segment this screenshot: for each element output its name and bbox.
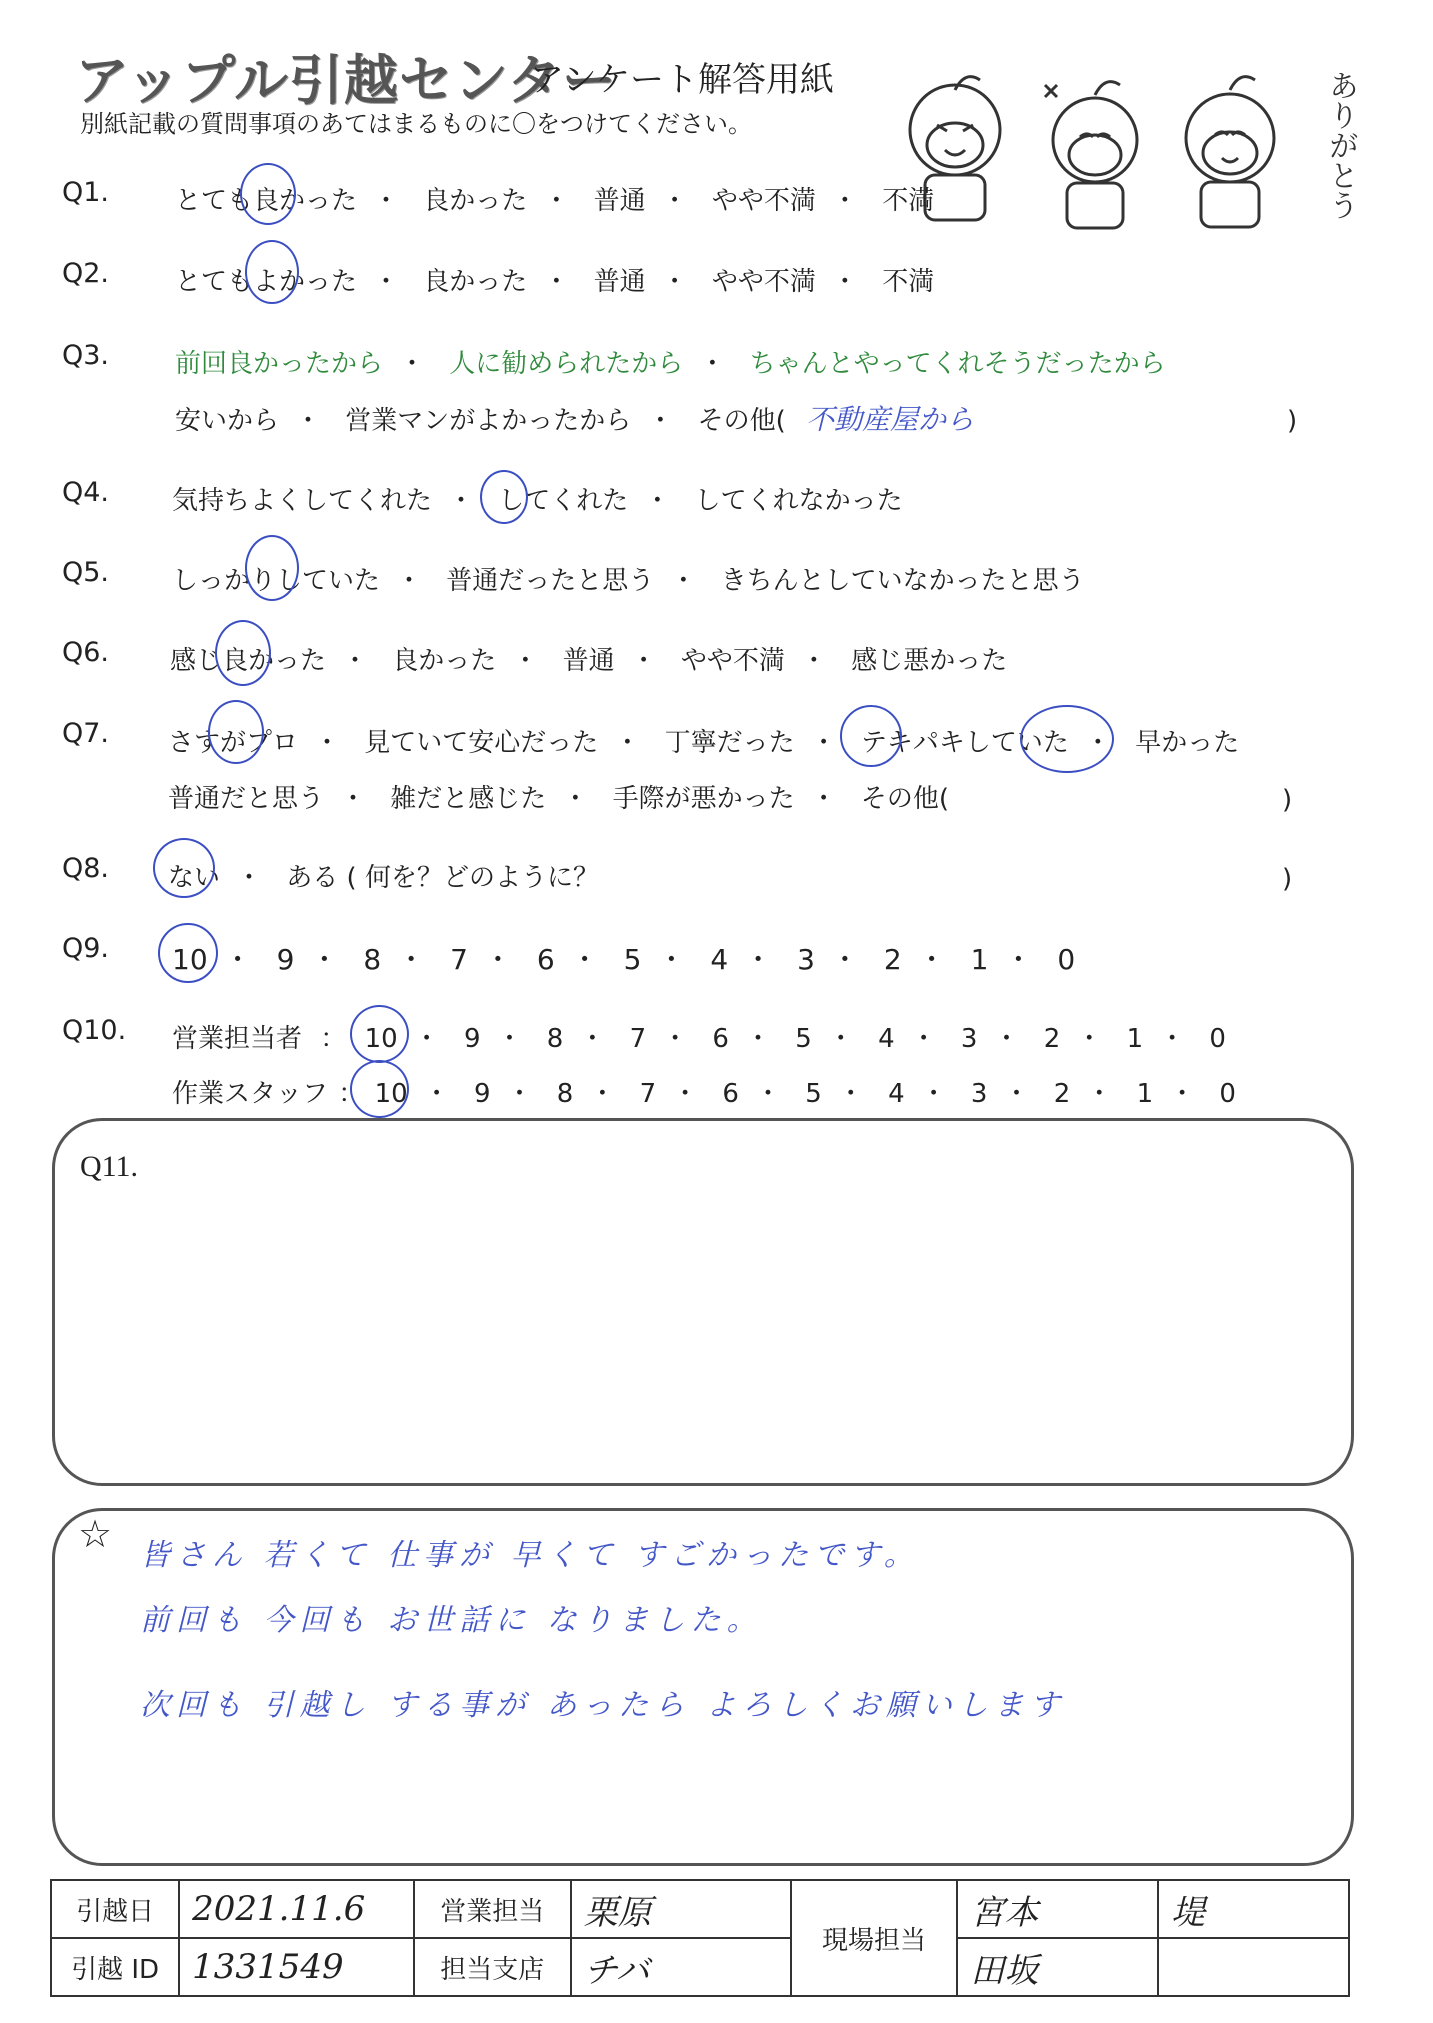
q8-options: ない ・ ある ( 何を？どのように？	[168, 857, 599, 894]
move-id-value[interactable]: 1331549	[179, 1938, 414, 1996]
q9-score[interactable]: 1	[970, 943, 989, 976]
q3-option[interactable]: 営業マンがよかったから	[345, 406, 632, 436]
q2-option[interactable]: 良かった	[423, 267, 528, 297]
q11-label: Q11.	[80, 1150, 139, 1183]
q9-score[interactable]: 4	[710, 943, 729, 976]
q10-score[interactable]: 4	[888, 1079, 905, 1109]
q4-option[interactable]: してくれた	[498, 486, 629, 516]
q2-option[interactable]: 普通	[593, 267, 646, 297]
q10-score[interactable]: 8	[546, 1024, 564, 1054]
q1-option[interactable]: 良かった	[423, 186, 528, 216]
q10-score[interactable]: 9	[473, 1079, 491, 1109]
q1-option[interactable]: 不満	[882, 186, 935, 216]
q7-option[interactable]: 丁寧だった	[664, 728, 795, 758]
q2-options: とてもよかった ・ 良かった ・ 普通 ・ やや不満 ・ 不満	[175, 261, 934, 298]
q10-score[interactable]: 7	[639, 1079, 657, 1109]
comment-line: 皆さん 若くて 仕事が 早くて すごかったです。	[140, 1538, 920, 1573]
q10-score[interactable]: 9	[463, 1024, 481, 1054]
q7-options-line2: 普通だと思う ・ 雑だと感じた ・ 手際が悪かった ・ その他(	[168, 778, 949, 815]
star-icon: ☆	[78, 1512, 113, 1556]
site-staff-label: 現場担当	[791, 1880, 958, 1996]
q10-sales-name: 営業担当者	[172, 1024, 303, 1054]
q6-label: Q6.	[62, 637, 110, 668]
q9-score[interactable]: 7	[450, 943, 468, 976]
sales-staff-label: 営業担当	[414, 1880, 571, 1938]
move-info-table	[50, 1879, 1350, 1997]
q3-option[interactable]: その他(	[697, 406, 786, 436]
q10-score[interactable]: 4	[878, 1024, 895, 1054]
q7-option[interactable]: さすがプロ	[168, 728, 299, 758]
q10-score[interactable]: 6	[712, 1024, 729, 1054]
q8-option[interactable]: ない	[168, 863, 221, 893]
q9-score[interactable]: 6	[536, 943, 555, 976]
comment-line: 次回も 引越し する事が あったら よろしくお願いします	[140, 1688, 1066, 1723]
site-staff-value[interactable]: 堤	[1158, 1880, 1349, 1938]
q9-score[interactable]: 5	[623, 943, 642, 976]
q10-score[interactable]: 1	[1126, 1024, 1144, 1054]
q10-score[interactable]: 0	[1219, 1079, 1236, 1109]
q5-label: Q5.	[62, 557, 110, 588]
q4-label: Q4.	[62, 477, 110, 508]
q10-score[interactable]: 2	[1043, 1024, 1061, 1054]
comment-line: 前回も 今回も お世話に なりました。	[140, 1603, 763, 1638]
q1-label: Q1.	[62, 177, 110, 208]
q3-option[interactable]: 人に勧められたから	[449, 349, 684, 379]
q6-option[interactable]: 良かった	[392, 646, 497, 676]
q10-score[interactable]: 1	[1136, 1079, 1154, 1109]
q4-option[interactable]: してくれなかった	[694, 486, 903, 516]
q9-score[interactable]: 3	[797, 943, 815, 976]
q10-score[interactable]: 10	[364, 1024, 398, 1054]
move-date-value[interactable]: 2021.11.6	[179, 1880, 414, 1938]
q10-score[interactable]: 5	[805, 1079, 822, 1109]
q2-option[interactable]: 不満	[882, 267, 935, 297]
q3-options-line1: 前回良かったから ・ 人に勧められたから ・ ちゃんとやってくれそうだったから	[175, 343, 1166, 380]
q3-option[interactable]: 安いから	[175, 406, 280, 436]
q9-label: Q9.	[62, 933, 110, 964]
q7-option[interactable]: 雑だと感じた	[390, 784, 547, 814]
q7-options-line1: さすがプロ ・ 見ていて安心だった ・ 丁寧だった ・ テキパキしていた ・ 早かった	[168, 722, 1239, 759]
q10-score[interactable]: 3	[970, 1079, 988, 1109]
q10-score[interactable]: 5	[795, 1024, 812, 1054]
brand-title: アップル引越センター	[75, 49, 617, 112]
q3-option[interactable]: ちゃんとやってくれそうだったから	[749, 349, 1166, 379]
q5-options: しっかりしていた ・ 普通だったと思う ・ きちんとしていなかったと思う	[172, 560, 1085, 597]
q3-option[interactable]: 前回良かったから	[175, 349, 384, 379]
q10-staff-row: 作業スタッフ ： 10 ・ 9 ・ 8 ・ 7 ・ 6 ・ 5 ・ 4 ・ 3 ・ 2 ・ 1 ・ 0	[172, 1079, 1236, 1109]
thanks-text: ありがとう	[1323, 70, 1358, 220]
q1-option[interactable]: とても良かった	[175, 186, 358, 216]
q7-option[interactable]: 普通だと思う	[168, 784, 325, 814]
q10-score[interactable]: 10	[374, 1079, 408, 1109]
q10-score[interactable]: 7	[629, 1024, 647, 1054]
q6-option[interactable]: 感じ良かった	[170, 646, 327, 676]
q10-score[interactable]: 6	[722, 1079, 739, 1109]
q9-scale: 10 ・ 9 ・ 8 ・ 7 ・ 6 ・ 5 ・ 4 ・ 3 ・ 2 ・ 1 ・ 0	[172, 943, 1076, 976]
q7-option[interactable]: その他(	[860, 784, 950, 814]
q5-option[interactable]: 普通だったと思う	[446, 566, 655, 596]
form-subtitle: アンケート解答用紙	[530, 60, 834, 100]
q5-option[interactable]: しっかりしていた	[172, 566, 381, 596]
q10-score[interactable]: 2	[1053, 1079, 1071, 1109]
sales-staff-value[interactable]: 栗原	[571, 1880, 791, 1938]
mascot-monkeys-icon	[895, 50, 1305, 230]
q2-option[interactable]: とてもよかった	[175, 267, 358, 297]
instruction-text: 別紙記載の質問事項のあてはまるものに〇をつけてください。	[80, 110, 752, 138]
q2-label: Q2.	[62, 258, 110, 289]
q7-option[interactable]: 早かった	[1135, 728, 1240, 758]
q10-sales-row: 営業担当者 ： 10 ・ 9 ・ 8 ・ 7 ・ 6 ・ 5 ・ 4 ・ 3 ・ 2 ・ 1 ・ 0	[172, 1024, 1226, 1054]
q7-close-paren: )	[1282, 785, 1293, 815]
q6-option[interactable]: 感じ悪かった	[851, 646, 1008, 676]
q4-options: 気持ちよくしてくれた ・ してくれた ・ してくれなかった	[172, 480, 903, 517]
q9-score[interactable]: 9	[276, 943, 295, 976]
q7-label: Q7.	[62, 718, 110, 749]
q11-answer-box[interactable]	[52, 1118, 1354, 1486]
q2-option[interactable]: やや不満	[711, 267, 816, 297]
q1-options: とても良かった ・ 良かった ・ 普通 ・ やや不満 ・ 不満	[175, 180, 934, 217]
q9-score[interactable]: 0	[1057, 943, 1076, 976]
site-staff-value[interactable]: 田坂	[957, 1938, 1158, 1996]
q7-option[interactable]: テキパキしていた	[860, 728, 1069, 758]
q4-option[interactable]: 気持ちよくしてくれた	[172, 486, 433, 516]
q10-staff-name: 作業スタッフ	[172, 1079, 329, 1109]
q1-option[interactable]: 普通	[593, 186, 646, 216]
q8-label: Q8.	[62, 853, 110, 884]
q7-option[interactable]: 見ていて安心だった	[364, 728, 599, 758]
q9-score[interactable]: 2	[883, 943, 902, 976]
site-staff-value[interactable]: 宮本	[957, 1880, 1158, 1938]
site-staff-empty[interactable]	[1158, 1938, 1349, 1996]
q5-option[interactable]: きちんとしていなかったと思う	[720, 566, 1085, 596]
q10-score[interactable]: 3	[960, 1024, 978, 1054]
q10-label: Q10.	[62, 1015, 127, 1046]
move-date-label: 引越日	[51, 1880, 179, 1938]
q7-option[interactable]: 手際が悪かった	[612, 784, 795, 814]
q10-score[interactable]: 8	[556, 1079, 574, 1109]
q9-score[interactable]: 8	[363, 943, 382, 976]
branch-label: 担当支店	[414, 1938, 571, 1996]
q3-options-line2: 安いから ・ 営業マンがよかったから ・ その他( 不動産屋から	[175, 398, 974, 438]
q6-option[interactable]: 普通	[562, 646, 615, 676]
q9-score[interactable]: 10	[172, 943, 208, 976]
q1-option[interactable]: やや不満	[711, 186, 816, 216]
branch-value[interactable]: チバ	[571, 1938, 791, 1996]
q3-close-paren: )	[1287, 406, 1298, 436]
q3-label: Q3.	[62, 340, 110, 371]
q6-options: 感じ良かった ・ 良かった ・ 普通 ・ やや不満 ・ 感じ悪かった	[170, 640, 1007, 677]
q8-option[interactable]: ある ( 何を？どのように？	[286, 863, 599, 893]
q6-option[interactable]: やや不満	[680, 646, 785, 676]
q10-score[interactable]: 0	[1209, 1024, 1226, 1054]
q8-close-paren: )	[1282, 864, 1293, 894]
q3-other-text[interactable]: 不動産屋から	[806, 403, 975, 436]
move-id-label: 引越 ID	[51, 1938, 179, 1996]
